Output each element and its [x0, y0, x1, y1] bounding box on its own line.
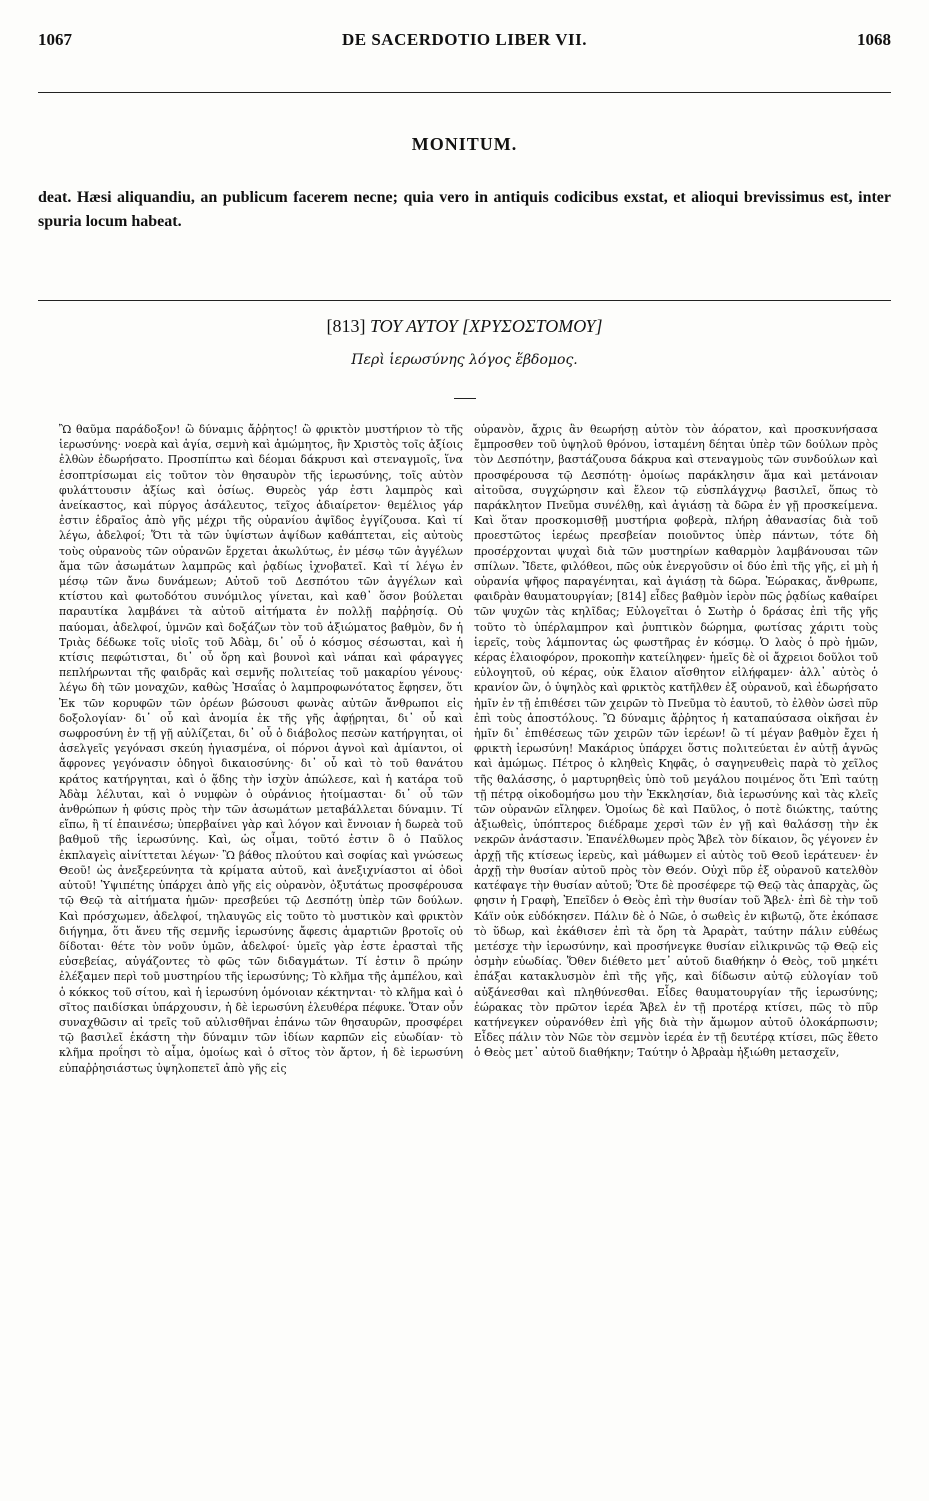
section-subtitle: Περὶ ἱερωσύνης λόγος ἕβδομος. — [351, 352, 578, 368]
page-number-right: 1068 — [857, 30, 891, 49]
running-title: DE SACERDOTIO LIBER VII. — [341, 30, 588, 49]
section-heading — [38, 316, 891, 337]
text-column-left: Ὢ θαῦμα παράδοξον! ὢ δύναμις ἄῤῥητος! ὢ φρικτὸν μυστήριον τὸ τῆς ἱερωσύνης· νοερὰ καὶ ἁγία, σεμνὴ καὶ ἀμώμητος, ἣν Χριστὸς τοῖς ἀξίοις ἐλθὼν ἐδωρήσατο. Προσπίπτω καὶ δέομαι δάκρυσι καὶ στεναγμοῖς, ἵνα ἐσοπτρίσωμαι εἰς τοῦτον τὸν θησαυρὸν τῆς ἱερωσύνης, τοῖς αὐτὸν φυλάττουσιν ἀξίως καὶ ὁσίως. Θυρεὸς γάρ ἐστι λαμπρὸς καὶ ἀνείκαστος, καὶ πύργος ἀσάλευτος, τεῖχος ἀδιαίρετον· θεμέλιος γάρ ἐστιν ἑδραῖος ἀπὸ γῆς μέχρι τῆς οὐρανίου ἀψῖδος ἐγγίζουσα. Καὶ τί λέγω, ἀδελφοί; Ὅτι τὰ τῶν ὑψίστων ἀψίδων καθάπτεται, εἰς αὐτοὺς τοὺς οὐρανοὺς τῶν οὐρανῶν ἔρχεται ἀκωλύτως, ἐν μέσῳ τῶν ἀγγέλων ἅμα τῶν ἀσωμάτων λαμπρῶς καὶ ῥᾳδίως ἰχνοβατεῖ. Καὶ τί λέγω ἐν μέσῳ τῶν ἄνω δυνάμεων; Αὐτοῦ τοῦ Δεσπότου τῶν ἀγγέλων καὶ κτίστου καὶ φωτοδότου συνόμιλος γίνεται, καὶ καθ᾽ ὅσον βούλεται παραυτίκα λαμβάνει τὰ αὐτοῦ αἰτήματα ἐν πολλῇ παῤῥησίᾳ. Οὐ παύομαι, ἀδελφοί, ὑμνῶν καὶ δοξάζων τὸν τοῦ ἀξιώματος βαθμὸν, δν ἡ Τριὰς δέδωκε τοῖς υἱοῖς τοῦ Ἀδὰμ, δι᾽ οὗ ὁ κόσμος σέσωσται, καὶ ἡ κτίσις πεφώτισται, δι᾽ οὗ ὄρη καὶ βουνοὶ καὶ νάπαι καὶ φάραγγες πεπλήρωνται τῆς φαιδρᾶς καὶ σεμνῆς πολιτείας τοῦ μακαρίου γένους· λέγω δὴ τῶν μοναχῶν, καθὼς Ἠσαΐας ὁ λαμπροφωνότατος ἔφησεν, ὅτι Ἐκ τῶν κορυφῶν τῶν ὀρέων βώσουσι φωνὰς αὐτῶν ἄνθρωποι εἰς δοξολογίαν· δι᾽ οὗ καὶ ἀνομία ἐκ τῆς γῆς ἀφῄρηται, δι᾽ οὗ καὶ σωφροσύνη ἐν τῇ γῇ αὐλίζεται, δι᾽ οὗ ὁ διάβολος πεσὼν κατήργηται, οἱ ἀσελγεῖς γεγόνασι σκεύη ἡγιασμένα, οἱ πόρνοι ἁγνοὶ καὶ ἀμίαντοι, οἱ ἄφρονες γεγόνασιν ὁδηγοὶ δικαιοσύνης· δι᾽ οὗ καὶ τὸ τοῦ θανάτου κράτος κατήργηται, καὶ ὁ ᾅδης τὴν ἰσχὺν ἀπώλεσε, καὶ ἡ κατάρα τοῦ Ἀδὰμ λέλυται, καὶ ὁ νυμφὼν ὁ οὐράνιος ἡτοίμασται· δι᾽ οὗ τῶν ἀνθρώπων ἡ φύσις πρὸς τὴν τῶν ἀσωμάτων μεταβάλλεται δύναμιν. Τί εἴπω, ἢ τί ἐπαινέσω; ὑπερβαίνει γὰρ καὶ λόγον καὶ ἔννοιαν ἡ δωρεὰ τοῦ βαθμοῦ τῆς ἱερωσύνης. Καὶ, ὡς οἶμαι, τοῦτό ἐστιν ὃ ὁ Παῦλος ἐκπλαγεὶς αἰνίττεται λέγων· Ὢ βάθος πλούτου καὶ σοφίας καὶ γνώσεως Θεοῦ! ὡς ἀνεξερεύνητα τὰ κρίματα αὐτοῦ, καὶ ἀνεξιχνίαστοι αἱ ὁδοὶ αὐτοῦ! Ὑψιπέτης ὑπάρχει ἀπὸ γῆς εἰς οὐρανὸν, ὀξυτάτως προσφέρουσα τῷ Θεῷ τὰ αἰτήματα ἡμῶν· πρεσβεύει τῷ Δεσπότῃ ὑπὲρ τῶν δούλων. Καὶ πρόσχωμεν, ἀδελφοί, τηλαυγῶς εἰς τοῦτο τὸ μυστικὸν καὶ φρικτὸν διήγημα, ὅτι ἄνευ τῆς σεμνῆς ἱερωσύνης ἄφεσις ἁμαρτιῶν βροτοῖς οὐ δίδοται· θέτε τὸν νοῦν ὑμῶν, ἀδελφοί· ὑμεῖς γὰρ ἐστε ἐρασταὶ τῆς εὐσεβείας, αὐγάζοντες τὸ φῶς τῶν διδαγμάτων. Τί ἐστιν ὃ πρώην ἐλέξαμεν περὶ τοῦ μυστηρίου τῆς ἱερωσύνης; Τὸ κλῆμα τῆς ἀμπέλου, καὶ ὁ κόκκος τοῦ σίτου, καὶ ἡ ἱερωσύνη ὁμόνοιαν κέκτηνται· τὸ κλῆμα καὶ ὁ σῖτος παιδίσκαι ὑπάρχουσιν, ἡ δὲ ἱερωσύνη ἐλευθέρα πέφυκε. Ὅταν οὖν συναχθῶσιν αἱ τρεῖς τοῦ αὐλισθῆναι ἐπάνω τῶν θησαυρῶν, προσφέρει τῷ βασιλεῖ ἑκάστη τὴν δύναμιν τῶν ἰδίων καρπῶν εἰς εὐωδίαν· τὸ κλῆμα προΐησι τὸ αἷμα, ὁμοίως καὶ ὁ σῖτος τὸν ἄρτον, ἡ δὲ ἱερωσύνη εὐπαῤῥησιάστως ὑψηλοπετεῖ ἀπὸ γῆς εἰς — [59, 423, 463, 1075]
section-number: [813] — [326, 316, 366, 336]
section-title: ΤΟΥ ΑΥΤΟΥ [ΧΡΥΣΟΣΤΟΜΟΥ] — [370, 316, 603, 336]
section-rule — [38, 300, 891, 301]
header-rule — [38, 92, 891, 93]
page-header — [38, 30, 891, 54]
separator-dash — [454, 398, 476, 399]
monitum-title: MONITUM. — [411, 134, 518, 154]
text-column-right: οὐρανὸν, ἄχρις ἂν θεωρήσῃ αὐτὸν τὸν ἀόρατον, καὶ προσκυνήσασα ἔμπροσθεν τοῦ ὑψηλοῦ θρόνου, ἱσταμένη δέηται ὑπὲρ τῶν δούλων πρὸς τὸν Δεσπότην, βαστάζουσα δάκρυα καὶ στεναγμοὺς τῶν συνδούλων καὶ προσφέρουσα τῷ Δεσπότῃ· ὁμοίως παράκλησιν ἅμα καὶ μετάνοιαν αἰτοῦσα, συγχώρησιν καὶ ἔλεον τῷ εὐσπλάγχνῳ βασιλεῖ, ὅπως τὸ παράκλητον Πνεῦμα συνέλθῃ, καὶ ἁγιάσῃ τὰ δῶρα ἐν γῇ προσκείμενα. Καὶ ὅταν προσκομισθῇ μυστήρια φοβερὰ, πλήρη ἀθανασίας διὰ τοῦ προεστῶτος ἱερέως πρεσβείαν ποιοῦντος ὑπὲρ πάντων, τότε δὴ προσέρχονται ψυχαὶ διὰ τῶν μυστηρίων καθαρμὸν λαμβάνουσαι τῶν σπίλων. Ἴδετε, φιλόθεοι, πῶς οὐκ ἐνεργοῦσιν οἱ δύο ἐπὶ τῆς γῆς, εἰ μὴ ἡ οὐρανία ψῆφος παραγένηται, καὶ ἁγιάσῃ τὰ δῶρα. Ἑώρακας, ἄνθρωπε, φαιδρὰν θαυματουργίαν; [814] εἶδες βαθμὸν ἱερὸν πῶς ῥᾳδίως καθαίρει τῶν ψυχῶν τὰς κηλῖδας; Εὐλογεῖται ὁ Σωτὴρ ὁ δράσας ἐπὶ τῆς γῆς τοῦτο τὸ ὑπέρλαμπρον καὶ ῥυπτικὸν δώρημα, φωτίσας χάριτι τοὺς ἱερεῖς, τοὺς λάμποντας ὡς φωστῆρας ἐν κόσμῳ. Ὁ λαὸς ὁ πρὸ ἡμῶν, κέρας ἐλαιοφόρον, προκοπὴν κατείληφεν· ἡμεῖς δὲ οἱ ἄχρειοι δοῦλοι τοῦ εὐλογητοῦ, οὐ κέρας, οὐκ ἔλαιον αἴσθητον εἰλήφαμεν· ἀλλ᾽ αὐτὸς ὁ κρανίον ὢν, ὁ ὑψηλὸς καὶ φρικτὸς κατῆλθεν ἐξ οὐρανοῦ, καὶ ἐδωρήσατο ἡμῖν ἐν τῇ ἐπιθέσει τῶν χειρῶν τὸ Πνεῦμα τὸ ἑαυτοῦ, τὸ ἐλθὸν ὡσεὶ πῦρ ἐπὶ τοὺς ἀποστόλους. Ὢ δύναμις ἄῤῥητος ἡ καταπαύσασα οἰκῆσαι ἐν ἡμῖν δι᾽ ἐπιθέσεως τῶν χειρῶν τῶν ἱερέων! ὢ τί μέγαν βαθμὸν ἔχει ἡ φρικτὴ ἱερωσύνη! Μακάριος ὑπάρχει ὅστις πολιτεύεται ἐν αὐτῇ ἁγνῶς καὶ ἀμώμως. Πέτρος ὁ κληθεὶς Κηφᾶς, ὁ σαγηνευθεὶς παρὰ τὸ χεῖλος τῆς θαλάσσης, ὁ μαρτυρηθεὶς ὑπὸ τοῦ μεγάλου ποιμένος ὅτι Ἐπὶ ταύτῃ τῇ πέτρᾳ οἰκοδομήσω μου τὴν Ἐκκλησίαν, διὰ ἱερωσύνης καὶ τὰς κλεῖς τῶν οὐρανῶν εἴληφεν. Ὁμοίως δὲ καὶ Παῦλος, ὁ ποτὲ διώκτης, ταύτης ἀξιωθεὶς, ὑπόπτερος διέδραμε χερσὶ τῶν ἐν γῇ καὶ θαλάσσῃ τὴν ἐκ νεκρῶν ἀνάστασιν. Ἐπανέλθωμεν πρὸς Ἄβελ τὸν δίκαιον, ὃς γέγονεν ἐν ἀρχῇ τῆς κτίσεως ἱερεὺς, καὶ μάθωμεν εἰ αὐτὸς τοῦ Θεοῦ ἱεράτευεν· ἐν ἀρχῇ τὴν θυσίαν αὐτοῦ πρὸς τὸν Θεόν. Οὐχὶ πῦρ ἐξ οὐρανοῦ κατελθὸν κατέφαγε τὴν θυσίαν αὐτοῦ; Ὅτε δὲ προσέφερε τῷ Θεῷ τὰς ἀπαρχὰς, ὥς φησιν ἡ Γραφὴ, Ἐπεῖδεν ὁ Θεὸς ἐπὶ τὴν θυσίαν τοῦ Ἄβελ· ἐπὶ δὲ τὴν τοῦ Κάϊν οὐκ εὐδόκησεν. Πάλιν δὲ ὁ Νῶε, ὁ σωθεὶς ἐν κιβωτῷ, ὅτε ἐκόπασε τὸ ὕδωρ, καὶ ἐκάθισεν ἐπὶ τὰ ὄρη τὰ Ἀραρὰτ, ταύτην πάλιν εὐθέως μετέσχε τὴν ἱερωσύνην, καὶ προσήνεγκε θυσίαν εἰλικρινῶς τῷ Θεῷ εἰς ὀσμὴν εὐωδίας. Ὅθεν διέθετο μετ᾽ αὐτοῦ διαθήκην ὁ Θεὸς, τοῦ μηκέτι ἐπάξαι κατακλυσμὸν ἐπὶ τῆς γῆς, καὶ δίδωσιν αὐτῷ εὐλογίαν τοῦ αὐξάνεσθαι καὶ πληθύνεσθαι. Εἶδες θαυματουργίαν τῆς ἱερωσύνης; ἑώρακας τὸν πρῶτον ἱερέα Ἄβελ ἐν τῇ προτέρᾳ κτίσει, πῶς τὸ πῦρ κατήνεγκεν οὐρανόθεν ἐπὶ γῆς διὰ τὴν ἄμωμον αὐτοῦ ὁλοκάρπωσιν; Εἶδες πάλιν τὸν Νῶε τὸν σεμνὸν ἱερέα ἐν τῇ δευτέρᾳ κτίσει, πῶς ἔθετο ὁ Θεὸς μετ᾽ αὐτοῦ διαθήκην; Ταύτην ὁ Ἀβραὰμ ἠξιώθη μετασχεῖν, — [474, 423, 878, 1060]
page-number-left: 1067 — [38, 30, 72, 49]
monitum-text: deat. Hæsi aliquandiu, an publicum facerem necne; quia vero in antiquis codicibus exstat, et alioqui brevissimus est, inter spuria locum habeat. — [38, 189, 891, 230]
